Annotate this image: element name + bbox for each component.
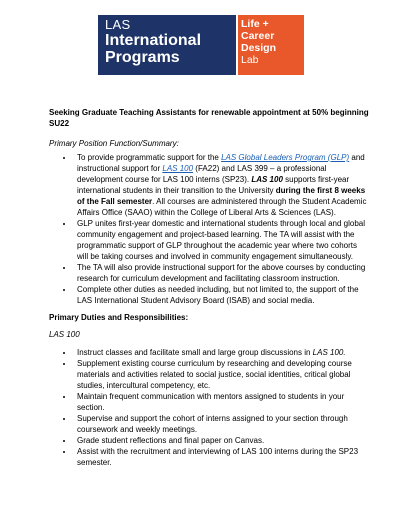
logo-line-career: Career [241,30,275,42]
summary-text: (FA22) and LAS 399 – a professional development course for LAS 100 interns (SP23). [77,164,327,184]
header-banner [98,15,304,75]
list-item: • Supplement existing course curriculum by researching and developing course materials and activities related to social justice, social identities, critical global studies, intercultural competency, etc. [74,358,369,391]
list-item [74,347,369,358]
glp-link[interactable]: LAS Global Leaders Program (GLP) [221,153,350,162]
list-item: • The TA will also provide instructional support for the above courses by conducting research for curriculum development and facilitating classroom instruction. [74,262,369,284]
duties-subheading: LAS 100 [49,330,80,339]
logo-line-lab: Lab [241,54,259,66]
logo-line-programs: Programs [105,49,180,66]
document-title: Seeking Graduate Teaching Assistants for renewable appointment at 50% beginning SU22 [49,108,369,128]
document-body [49,107,369,468]
duties-list [49,347,369,468]
duty-emphasis: LAS 100. [312,348,346,357]
list-item: • Complete other duties as needed including, but not limited to, the support of the LAS International Student Advisory Board (ISAB) and social media. [74,284,369,306]
summary-list [49,152,369,306]
list-item: • Grade student reflections and final paper on Canvas. [74,435,369,446]
logo-line-design: Design [241,42,277,54]
list-item: • Assist with the recruitment and interviewing of LAS 100 interns during the SP23 semester. [74,446,369,468]
summary-text: and instructional support for [77,153,365,173]
las-international-programs-logo [98,15,236,75]
duty-text: Instruct classes and facilitate small and large group discussions in [77,348,313,357]
list-item: • Maintain frequent communication with mentors assigned to students in your section. [74,391,369,413]
summary-text: To provide programmatic support for the [77,153,222,162]
logo-line-life: Life + [241,18,269,30]
summary-text: . All courses are administered through the Student Academic Affairs Office (SAAO) within the College of Liberal Arts & Sciences (LAS). [77,197,367,217]
las100-link[interactable]: LAS 100 [162,164,194,173]
summary-emphasis: LAS 100 [251,175,283,184]
summary-heading: Primary Position Function/Summary: [49,139,179,148]
duties-heading: Primary Duties and Responsibilities: [49,313,189,322]
list-item: • Supervise and support the cohort of interns assigned to your section through coursework and weekly meetings. [74,413,369,435]
summary-emphasis: during the first 8 weeks of the Fall semester [77,186,366,206]
life-career-design-lab-logo [236,15,304,75]
list-item [74,152,369,218]
list-item: • GLP unites first-year domestic and international students through local and global community engagement and project-based learning. The TA will assist with the programmatic support of GLP throughout the academic year where two cohorts will be taking courses and involved in community engagement simultaneously. [74,218,369,262]
summary-text: supports first-year international students in their transition to the University [77,175,350,195]
logo-line-international: International [105,32,202,49]
logo-line-las: LAS [105,17,131,32]
